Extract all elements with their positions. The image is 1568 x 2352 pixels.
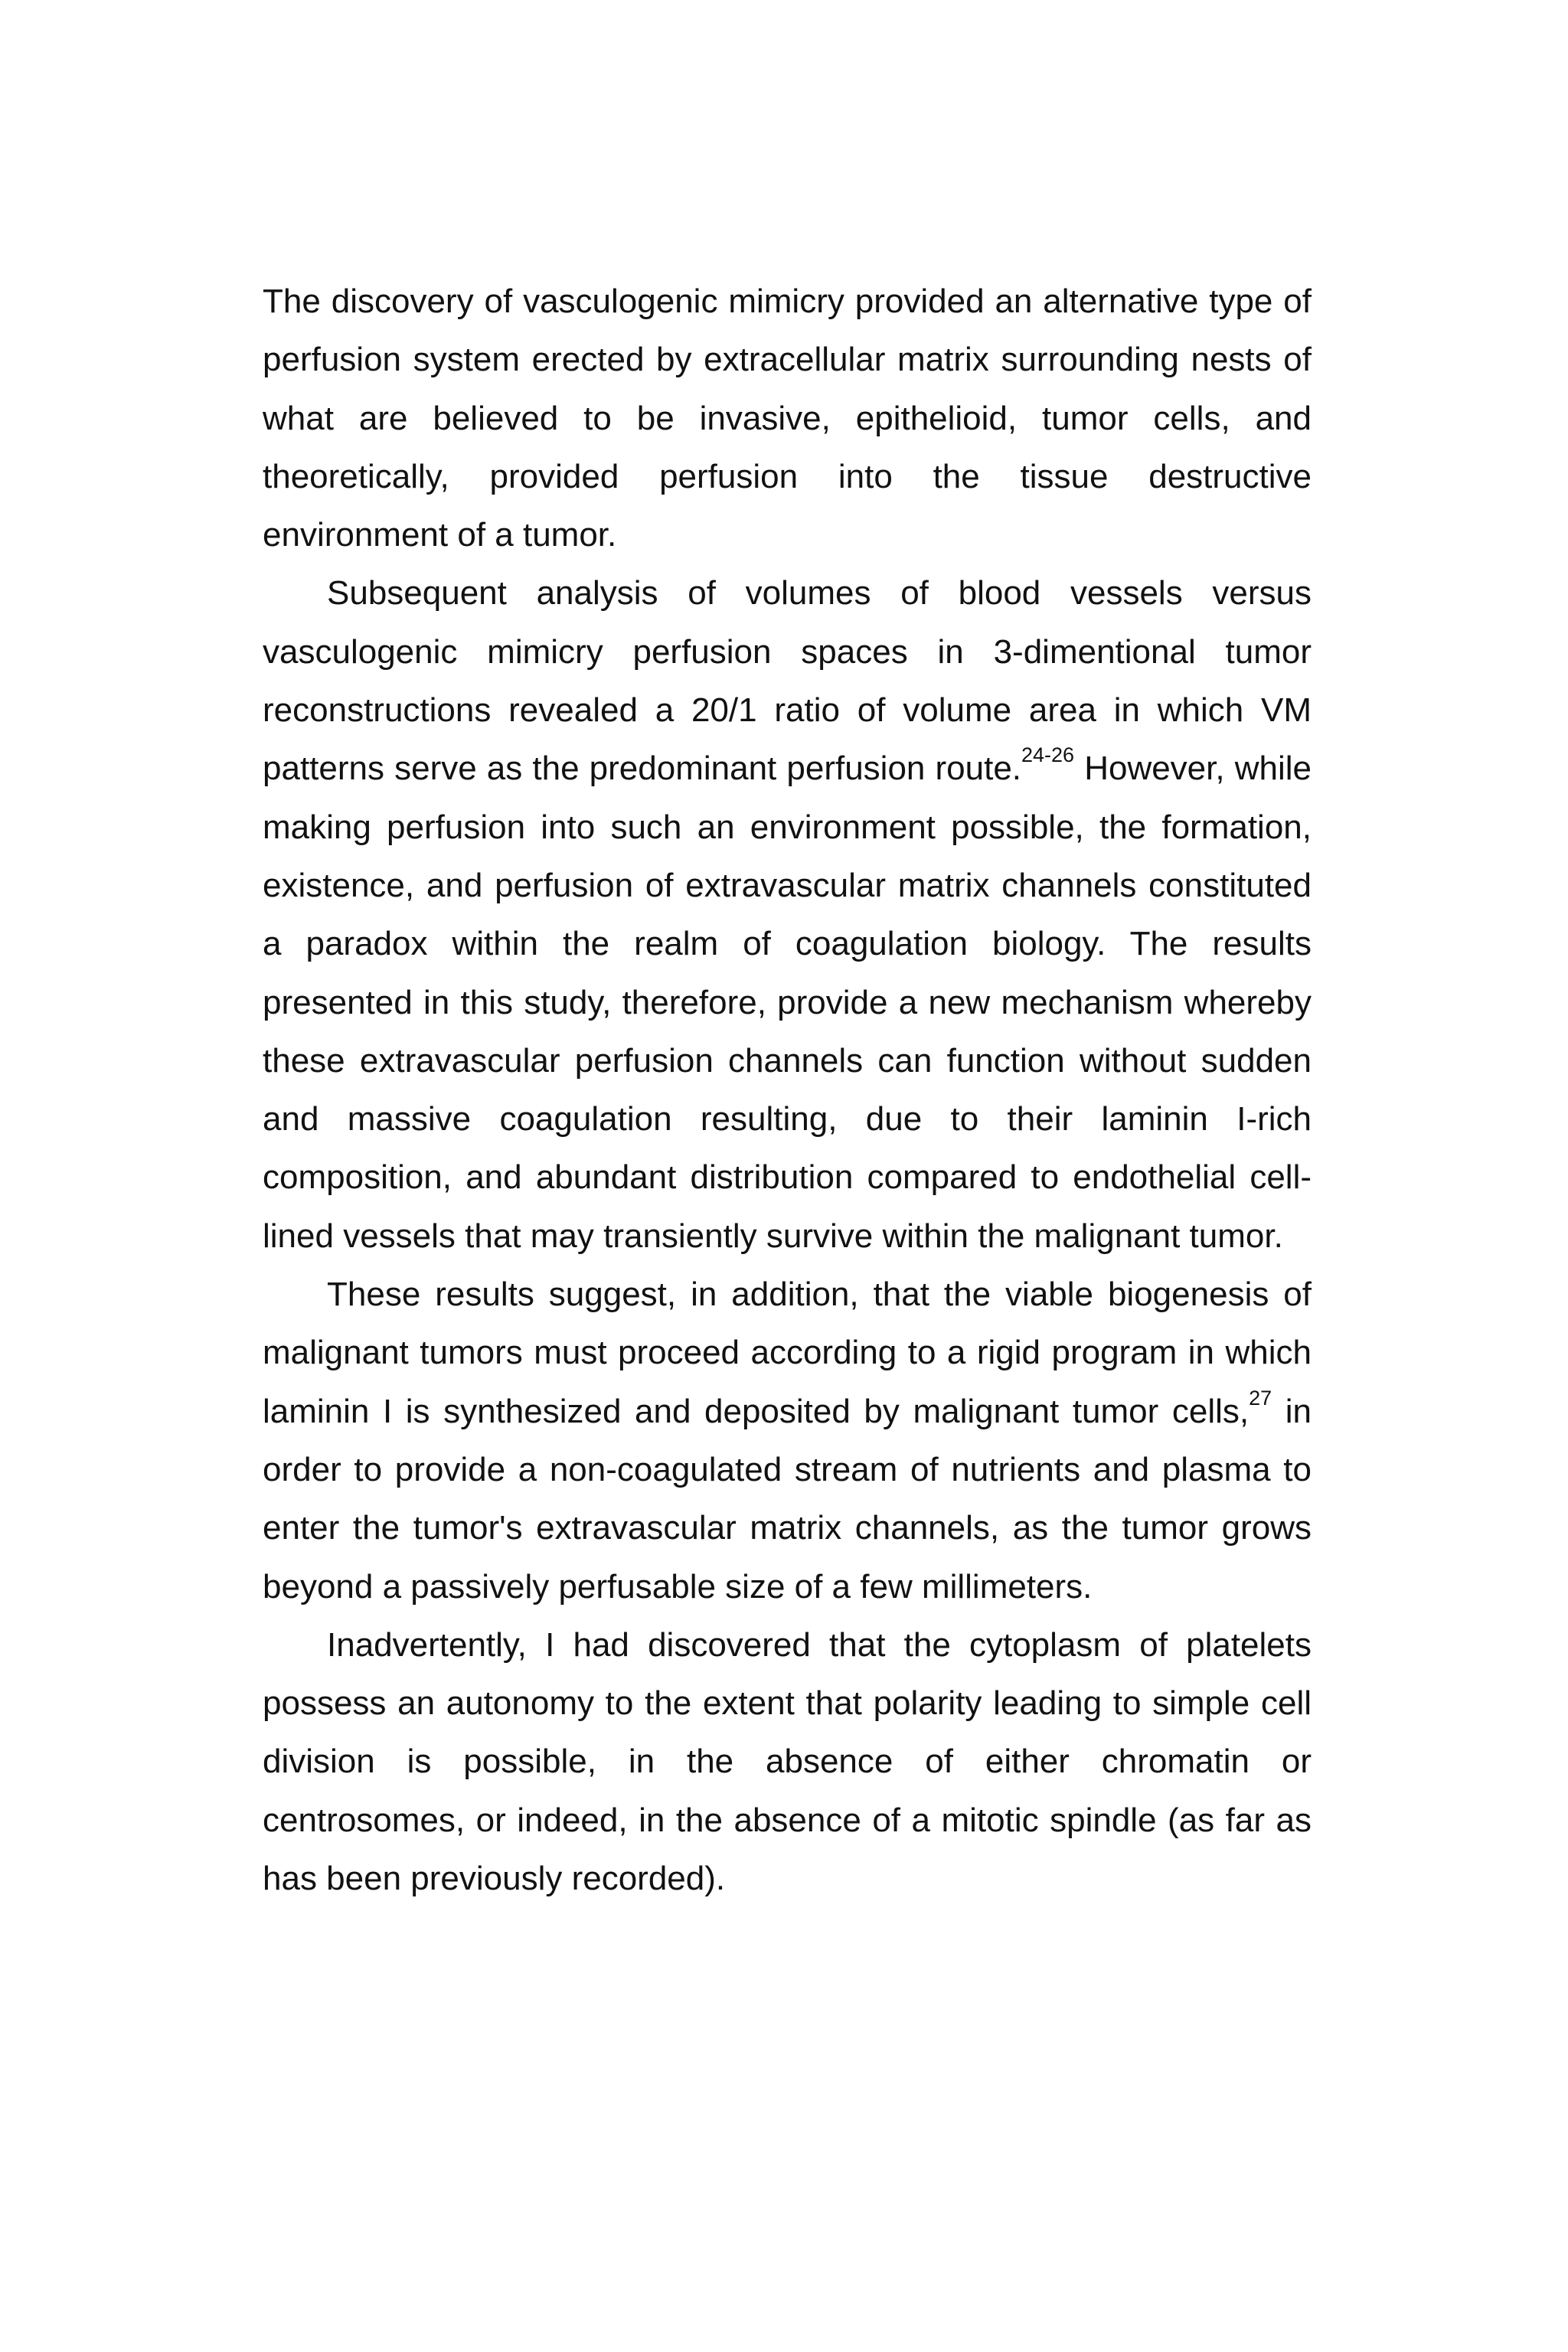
paragraph-text: Subsequent analysis of volumes of blood vessels versus vasculogenic mimicry perfusion spaces in 3-dimentional tumor reconstructions revealed a 20/1 ratio of volume area in which VM patterns serve as the predominant perfusion route. bbox=[263, 574, 1312, 788]
paragraph-3 bbox=[263, 1266, 1312, 1616]
paragraph-text: However, while making perfusion into such an environment possible, the formation, existence, and perfusion of extravascular matrix channels constituted a paradox within the realm of coagulation biology. The results presented in this study, therefore, provide a new mechanism whereby these extravascular perfusion channels can function without sudden and massive coagulation resulting, due to their laminin I-rich composition, and abundant distribution compared to endothelial cell-lined vessels that may transiently survive within the malignant tumor. bbox=[263, 750, 1312, 1255]
citation-superscript: 27 bbox=[1249, 1386, 1272, 1410]
body-text bbox=[263, 273, 1312, 1908]
paragraph-4 bbox=[263, 1616, 1312, 1908]
paragraph-text: Inadvertently, I had discovered that the cytoplasm of platelets possess an autonomy to the extent that polarity leading to simple cell division is possible, in the absence of either chromatin or centrosomes, or indeed, in the absence of a mitotic spindle (as far as has been previously recorded). bbox=[263, 1625, 1312, 1898]
paragraph-text: The discovery of vasculogenic mimicry provided an alternative type of perfusion system erected by extracellular matrix surrounding nests of what are believed to be invasive, epithelioid, tumor cells, and theoretically, provided perfusion into the tissue destructive environment of a tumor. bbox=[263, 283, 1312, 554]
paragraph-text: These results suggest, in addition, that the viable biogenesis of malignant tumors must proceed according to a rigid program in which laminin I is synthesized and deposited by malignant tumor cells, bbox=[263, 1276, 1312, 1430]
paragraph-2 bbox=[263, 564, 1312, 1266]
citation-superscript: 24-26 bbox=[1021, 743, 1075, 767]
paragraph-1 bbox=[263, 273, 1312, 564]
paragraph-text: in order to provide a non-coagulated stream of nutrients and plasma to enter the tumor's extravascular matrix channels, as the tumor grows beyond a passively perfusable size of a few millimeters. bbox=[263, 1392, 1312, 1606]
